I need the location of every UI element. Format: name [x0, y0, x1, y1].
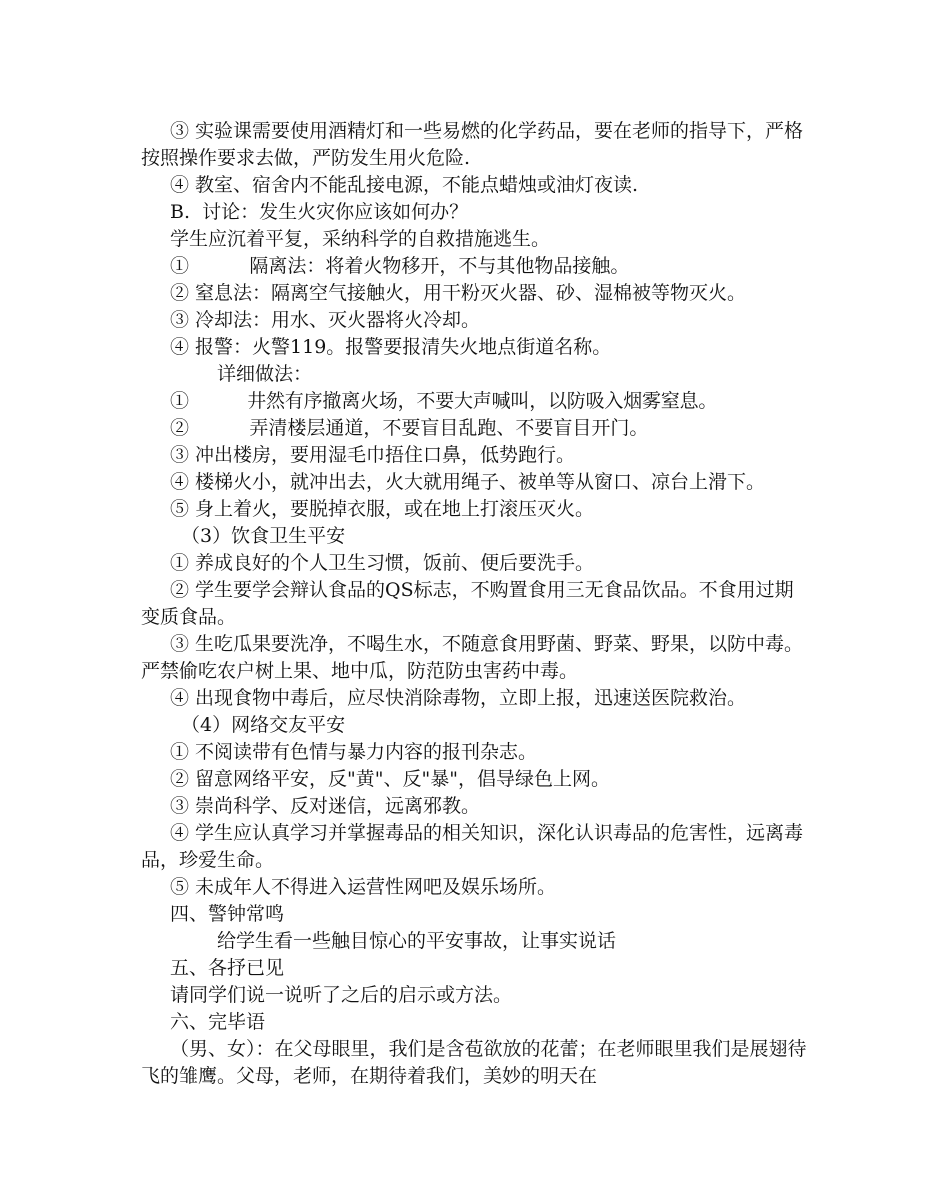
section-alarm-bell-heading: 四、警钟常鸣 — [170, 903, 285, 925]
paragraph-hygiene-habits: ① 养成良好的个人卫生习惯，饭前、便后要洗手。 — [170, 552, 595, 574]
paragraph-show-accidents: 给学生看一些触目惊心的平安事故，让事实说话 — [217, 930, 617, 952]
paragraph-discussion-heading: B. 讨论：发生火灾你应该如何办？ — [170, 201, 469, 223]
paragraph-cooling-method: ③ 冷却法：用水、灭火器将火冷却。 — [170, 309, 481, 331]
paragraph-alarm-method: ④ 报警：火警119。报警要报清失火地点街道名称。 — [170, 336, 612, 358]
paragraph-clothes-fire: ⑤ 身上着火，要脱掉衣服，或在地上打滚压灭火。 — [170, 498, 595, 520]
document-body — [141, 118, 811, 1090]
paragraph-qs-mark: ② 学生要学会辩认食品的QS标志，不购置食用三无食品饮品。不食用过期变质食品。 — [141, 579, 794, 628]
paragraph-share-insights: 请同学们说一说听了之后的启示或方法。 — [170, 984, 513, 1006]
section-internet-safety-heading: （4）网络交友平安 — [181, 714, 346, 736]
paragraph-green-internet: ② 留意网络平安，反"黄"、反"暴"，倡导绿色上网。 — [170, 768, 610, 790]
paragraph-floor-passage: ② 弄清楼层通道，不要盲目乱跑、不要盲目开门。 — [170, 417, 649, 439]
paragraph-orderly-evacuation: ① 井然有序撤离火场，不要大声喊叫，以防吸入烟雾窒息。 — [170, 390, 718, 412]
paragraph-stair-fire: ④ 楼梯火小，就冲出去，火大就用绳子、被单等从窗口、凉台上滑下。 — [170, 471, 766, 493]
paragraph-wash-fruit: ③ 生吃瓜果要洗净，不喝生水，不随意食用野菌、野菜、野果，以防中毒。严禁偷吃农户树上果、地中瓜，防范防虫害药中毒。 — [141, 633, 804, 682]
paragraph-drug-knowledge: ④ 学生应认真学习并掌握毒品的相关知识，深化认识毒品的危害性，远离毒品，珍爱生命。 — [141, 822, 804, 871]
section-food-safety-heading: （3）饮食卫生平安 — [181, 525, 346, 547]
paragraph-no-violent-reading: ① 不阅读带有色情与暴力内容的报刊杂志。 — [170, 741, 538, 763]
paragraph-science-not-superstition: ③ 崇尚科学、反对迷信，远离邪教。 — [170, 795, 481, 817]
paragraph-escape-intro: 学生应沉着平复，采纳科学的自救措施逃生。 — [170, 228, 551, 250]
section-opinions-heading: 五、各抒已见 — [170, 957, 285, 979]
paragraph-dorm-power: ④ 教室、宿舍内不能乱接电源，不能点蜡烛或油灯夜读. — [170, 174, 639, 196]
paragraph-wet-towel: ③ 冲出楼房，要用湿毛巾捂住口鼻，低势跑行。 — [170, 444, 576, 466]
paragraph-food-poisoning: ④ 出现食物中毒后，应尽快消除毒物，立即上报，迅速送医院救治。 — [170, 687, 747, 709]
paragraph-lab-safety: ③ 实验课需要使用酒精灯和一些易燃的化学药品，要在老师的指导下，严格按照操作要求去做，严防发生用火危险. — [141, 120, 804, 169]
paragraph-detailed-heading: 详细做法： — [217, 363, 313, 385]
paragraph-no-internet-cafe: ⑤ 未成年人不得进入运营性网吧及娱乐场所。 — [170, 876, 557, 898]
paragraph-closing-speech: （男、女）：在父母眼里，我们是含苞欲放的花蕾；在老师眼里我们是展翅待飞的雏鹰。父母，老师，在期待着我们，美妙的明天在 — [141, 1038, 807, 1087]
section-closing-heading: 六、完毕语 — [170, 1011, 266, 1033]
paragraph-suffocation-method: ② 窒息法：隔离空气接触火，用干粉灭火器、砂、湿棉被等物灭火。 — [170, 282, 747, 304]
paragraph-isolation-method: ① 隔离法：将着火物移开，不与其他物品接触。 — [170, 255, 630, 277]
